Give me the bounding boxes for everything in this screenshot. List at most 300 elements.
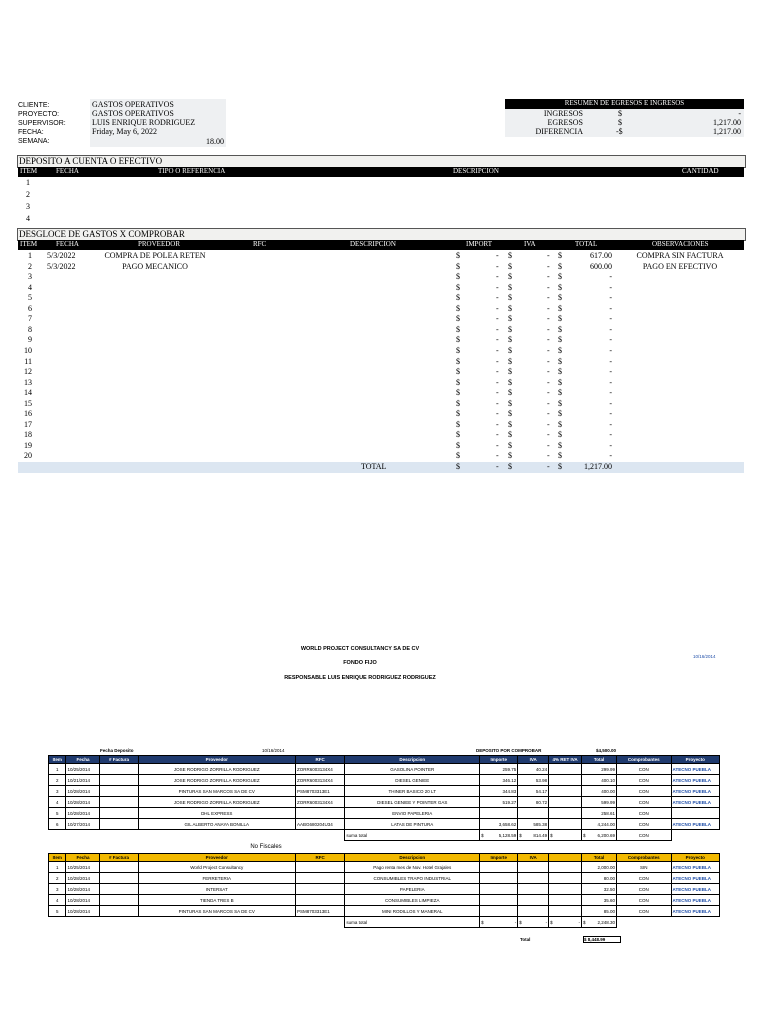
total-cur: $ (558, 314, 562, 324)
total-cur: $ (558, 367, 562, 377)
table-cell (295, 808, 344, 819)
summary-label: DIFERENCIA (535, 127, 583, 136)
table-cell (549, 797, 582, 808)
table-cell: INTERSAT (138, 884, 295, 895)
import-val: - (496, 419, 499, 429)
table-cell: ZORR6003134X4 (295, 797, 344, 808)
table-cell: CON (617, 786, 672, 797)
table-cell: 344.83 (480, 786, 518, 797)
iva-val: - (547, 303, 550, 313)
total-import-val: - (496, 462, 499, 471)
import-cur: $ (456, 261, 460, 271)
column-header: Proyecto (671, 756, 719, 764)
sum-currency: $ (550, 919, 553, 925)
table-cell: 10/25/2014 (66, 764, 100, 775)
fecha-value: Friday, May 6, 2022 (92, 127, 158, 136)
supervisor-value: LUIS ENRIQUE RODRIGUEZ (92, 118, 196, 127)
import-cur: $ (456, 388, 460, 398)
col-tipo-referencia: TIPO O REFERENCIA (158, 167, 226, 175)
table-cell (100, 819, 138, 830)
table-cell: DIESEL GENIEE (345, 775, 480, 786)
table-cell: 10/28/2014 (66, 906, 100, 917)
table-cell (549, 764, 582, 775)
sum-cell (480, 917, 518, 928)
desglose-row (18, 357, 744, 368)
item-cell: 18 (24, 430, 32, 440)
import-cur: $ (456, 324, 460, 334)
sum-value: - (545, 919, 548, 925)
table-row (49, 906, 720, 917)
table-cell: SIN (617, 862, 672, 873)
total-cur: $ (558, 303, 562, 313)
total-val: - (609, 356, 612, 366)
total-total-val: 1,217.00 (584, 462, 612, 471)
iva-val: - (547, 430, 550, 440)
import-val: - (496, 293, 499, 303)
iva-cur: $ (508, 356, 512, 366)
import-val: - (496, 335, 499, 345)
table-row (49, 775, 720, 786)
col-total: TOTAL (575, 240, 598, 248)
iva-cur: $ (508, 377, 512, 387)
fecha-cell: 5/3/2022 (47, 261, 76, 271)
import-val: - (496, 440, 499, 450)
cliente-value: GASTOS OPERATIVOS (92, 100, 174, 109)
import-val: - (496, 261, 499, 271)
table-cell: ATECNO PUEBLA (671, 797, 719, 808)
desglose-row (18, 304, 744, 315)
column-header (549, 854, 582, 862)
no-fiscales-title: No Fiscales (250, 844, 282, 850)
table-cell (549, 895, 582, 906)
item-cell: 20 (24, 451, 32, 461)
item-cell: 6 (28, 303, 32, 313)
sum-currency: $ (519, 832, 522, 838)
total-cur: $ (558, 345, 562, 355)
semana-value: 18.00 (206, 137, 224, 146)
item-cell: 12 (24, 367, 32, 377)
header-labels (18, 101, 88, 146)
table-cell: 80.00 (582, 873, 617, 884)
import-val: - (496, 251, 499, 260)
total-cur: $ (558, 251, 562, 260)
iva-val: - (547, 335, 550, 345)
desglose-row (18, 430, 744, 441)
import-val: - (496, 303, 499, 313)
table-cell: 10/28/2014 (66, 873, 100, 884)
table-cell (480, 808, 518, 819)
table-cell: CONSUMIBLES LIMPIEZA (345, 895, 480, 906)
import-cur: $ (456, 377, 460, 387)
table-cell (549, 884, 582, 895)
table-cell: DIESEL GENIEE Y POINTER GAS (345, 797, 480, 808)
table-cell: ATECNO PUEBLA (671, 895, 719, 906)
total-cur: $ (558, 335, 562, 345)
total-cur: $ (558, 409, 562, 419)
total-cur: $ (558, 293, 562, 303)
table-cell (518, 884, 549, 895)
iva-val: - (547, 440, 550, 450)
table-cell: THINER BASICO 20 LT (345, 786, 480, 797)
table-cell: 53.98 (518, 775, 549, 786)
column-header: RFC (295, 854, 344, 862)
table-cell: 519.27 (480, 797, 518, 808)
table-cell: 400.00 (582, 786, 617, 797)
desglose-row (18, 251, 744, 262)
desglose-row (18, 262, 744, 273)
observaciones-cell: PAGO EN EFECTIVO (642, 261, 718, 271)
table-cell: AABG680204U34 (295, 819, 344, 830)
column-header: Comprobantes (617, 854, 672, 862)
item-cell: 4 (28, 282, 32, 292)
table-cell: 54.17 (518, 786, 549, 797)
sum-value: 5,128.59 (498, 832, 517, 838)
total-cur: $ (558, 419, 562, 429)
label-cliente: CLIENTE: (18, 102, 50, 109)
column-header: Descripcion (345, 756, 480, 764)
table-cell (480, 895, 518, 906)
fecha-deposito-label: Fecha Deposito (100, 748, 134, 753)
total-val: - (609, 282, 612, 292)
iva-cur: $ (508, 345, 512, 355)
non-fiscal-expenses-table (48, 853, 720, 928)
deposito-comprobar-value: $4,500.00 (596, 748, 617, 753)
sum-cell (480, 830, 518, 841)
sum-value: 2,248.30 (597, 919, 616, 925)
table-cell: DHL EXPRESS (138, 808, 295, 819)
label-semana: SEMANA: (18, 138, 50, 145)
column-header: Proveedor (138, 854, 295, 862)
fecha-deposito-value: 10/16/2014 (262, 748, 285, 753)
iva-val: - (547, 377, 550, 387)
item-cell: 5 (28, 293, 32, 303)
summary-row (505, 109, 744, 118)
desglose-row (18, 314, 744, 325)
table-cell (295, 895, 344, 906)
import-val: - (496, 409, 499, 419)
import-cur: $ (456, 367, 460, 377)
item-cell: 11 (24, 356, 32, 366)
col-descripcion: DESCRIPCION (453, 167, 499, 175)
col-proveedor: PROVEEDOR (138, 240, 181, 248)
item-cell: 16 (24, 409, 32, 419)
table-row (49, 786, 720, 797)
embedded-responsable: RESPONSABLE LUIS ENRIQUE RODRIGUEZ RODRIGUEZ (284, 675, 436, 681)
iva-val: - (547, 409, 550, 419)
iva-cur: $ (508, 451, 512, 461)
sum-currency: $ (519, 919, 522, 925)
deposito-comprobar-label: DEPOSITO POR COMPROBAR (476, 748, 542, 753)
column-header: Proveedor (138, 756, 295, 764)
iva-cur: $ (508, 409, 512, 419)
total-val: - (609, 388, 612, 398)
total-cur: $ (558, 388, 562, 398)
total-cur: $ (558, 440, 562, 450)
table-cell: ATECNO PUEBLA (671, 873, 719, 884)
table-cell (100, 862, 138, 873)
total-val: - (609, 293, 612, 303)
import-val: - (496, 272, 499, 282)
sum-cell (518, 917, 549, 928)
import-cur: $ (456, 356, 460, 366)
table-cell: PSM8703313E1 (295, 906, 344, 917)
table-cell: PINTURAS SAN MARCOS SA DE CV (138, 786, 295, 797)
iva-val: - (547, 272, 550, 282)
iva-cur: $ (508, 367, 512, 377)
iva-val: - (547, 345, 550, 355)
total-val: - (609, 430, 612, 440)
total-import-cur: $ (456, 462, 460, 471)
iva-cur: $ (508, 430, 512, 440)
table-cell: 10/28/2014 (66, 884, 100, 895)
table-row (49, 764, 720, 775)
iva-val: - (547, 419, 550, 429)
table-cell: 3 (49, 786, 66, 797)
table-cell: 6 (49, 819, 66, 830)
total-val: 617.00 (590, 251, 612, 260)
table-cell (518, 862, 549, 873)
import-val: - (496, 430, 499, 440)
iva-cur: $ (508, 335, 512, 345)
total-val: - (609, 335, 612, 345)
column-header: Total (582, 756, 617, 764)
table-cell: ATECNO PUEBLA (671, 764, 719, 775)
table-cell: GASOLINA POINTER (345, 764, 480, 775)
table-cell: 1 (49, 862, 66, 873)
table-cell (100, 797, 138, 808)
desglose-row (18, 399, 744, 410)
item-cell: 19 (24, 440, 32, 450)
deposito-item: 1 (26, 178, 30, 187)
desglose-row (18, 283, 744, 294)
label-proyecto: PROYECTO: (18, 111, 60, 118)
import-val: - (496, 377, 499, 387)
sum-cell (518, 830, 549, 841)
sum-cell (549, 830, 582, 841)
table-cell: 400.10 (582, 775, 617, 786)
item-cell: 7 (28, 314, 32, 324)
deposito-title: DEPOSITO A CUENTA O EFECTIVO (17, 155, 746, 168)
embedded-company: WORLD PROJECT CONSULTANCY SA DE CV (300, 646, 420, 652)
total-val: - (609, 440, 612, 450)
grand-total-label: Total (520, 937, 531, 942)
total-val: - (609, 451, 612, 461)
table-cell: 258.61 (582, 808, 617, 819)
iva-cur: $ (508, 398, 512, 408)
deposito-item: 2 (26, 190, 30, 199)
total-val: - (609, 398, 612, 408)
table-cell: 32.50 (582, 884, 617, 895)
summary-label: INGRESOS (543, 109, 583, 118)
table-cell: Pago renta mes de Nov. Hotel Grajales (345, 862, 480, 873)
table-cell (480, 862, 518, 873)
sum-cell (549, 917, 582, 928)
table-cell (480, 906, 518, 917)
column-header: Fecha (66, 854, 100, 862)
import-val: - (496, 314, 499, 324)
total-val: - (609, 409, 612, 419)
proveedor-cell: PAGO MECANICO (122, 261, 188, 271)
column-header: Descripcion (345, 854, 480, 862)
import-cur: $ (456, 314, 460, 324)
desglose-title: DESGLOCE DE GASTOS X COMPROBAR (17, 228, 746, 241)
deposito-header-bar (18, 167, 744, 177)
item-cell: 17 (24, 419, 32, 429)
col-fecha: FECHA (56, 240, 79, 248)
desglose-row (18, 388, 744, 399)
iva-cur: $ (508, 388, 512, 398)
table-cell (295, 884, 344, 895)
col-item: ITEM (20, 240, 38, 248)
iva-val: - (547, 398, 550, 408)
total-total-cur: $ (558, 462, 562, 471)
table-cell: 5 (49, 906, 66, 917)
import-val: - (496, 356, 499, 366)
table-cell (100, 895, 138, 906)
table-cell: PSM8703313E1 (295, 786, 344, 797)
table-cell: CONSUMIBLES TRAPO INDUSTRIAL (345, 873, 480, 884)
table-cell: ENVIO PAPELERIA (345, 808, 480, 819)
table-cell (295, 862, 344, 873)
import-cur: $ (456, 282, 460, 292)
import-cur: $ (456, 409, 460, 419)
total-cur: $ (558, 398, 562, 408)
table-cell: 10/28/2014 (66, 808, 100, 819)
table-cell (671, 808, 719, 819)
table-cell: CON (617, 764, 672, 775)
total-cur: $ (558, 377, 562, 387)
table-cell (549, 819, 582, 830)
table-cell: 1 (49, 764, 66, 775)
table-cell: 85.00 (582, 906, 617, 917)
col-rfc: RFC (253, 240, 267, 248)
summary-label: EGRESOS (547, 118, 583, 127)
table-cell: 80.72 (518, 797, 549, 808)
item-cell: 3 (28, 272, 32, 282)
table-header-row (49, 854, 720, 862)
summary-value: 1,217.00 (713, 127, 741, 136)
table-cell: GIL ALBERTO ANAYA BONILLA (138, 819, 295, 830)
iva-val: - (547, 261, 550, 271)
fiscal-expenses-table (48, 755, 720, 841)
table-cell: CON (617, 775, 672, 786)
import-cur: $ (456, 451, 460, 461)
sum-currency: $ (550, 832, 553, 838)
total-cur: $ (558, 430, 562, 440)
table-cell: 2 (49, 873, 66, 884)
table-cell: LATAS DE PINTURA (345, 819, 480, 830)
table-cell: 299.99 (582, 764, 617, 775)
proveedor-cell: COMPRA DE POLEA RETEN (104, 251, 206, 260)
embedded-date: 10/16/2014 (693, 654, 716, 659)
import-cur: $ (456, 345, 460, 355)
table-cell: CON (617, 873, 672, 884)
total-cur: $ (558, 282, 562, 292)
table-cell: 585.38 (518, 819, 549, 830)
deposito-items (26, 178, 30, 226)
iva-cur: $ (508, 303, 512, 313)
sum-cell (582, 830, 617, 841)
column-header: # Factura (100, 854, 138, 862)
total-val: - (609, 377, 612, 387)
item-cell: 13 (24, 377, 32, 387)
column-header: # Factura (100, 756, 138, 764)
import-val: - (496, 398, 499, 408)
table-cell: CON (617, 906, 672, 917)
table-cell: 10/28/2014 (66, 797, 100, 808)
sum-value: 814.49 (533, 832, 548, 838)
table-cell (549, 775, 582, 786)
table-cell: World Project Consultancy (138, 862, 295, 873)
total-val: - (609, 367, 612, 377)
table-cell: ATECNO PUEBLA (671, 906, 719, 917)
import-val: - (496, 282, 499, 292)
table-cell: 2 (49, 775, 66, 786)
summary-value: 1,217.00 (713, 118, 741, 127)
import-cur: $ (456, 251, 460, 260)
col-descripcion: DESCRIPCION (350, 240, 396, 248)
total-val: - (609, 345, 612, 355)
desglose-row (18, 367, 744, 378)
iva-val: - (547, 367, 550, 377)
iva-cur: $ (508, 272, 512, 282)
import-cur: $ (456, 440, 460, 450)
summary-currency: $ (618, 109, 622, 118)
table-cell: MINI RODILLOS Y MANERAL (345, 906, 480, 917)
import-cur: $ (456, 303, 460, 313)
total-val: - (609, 324, 612, 334)
table-cell (100, 906, 138, 917)
summary-value: - (738, 109, 741, 118)
table-cell: 2,000.00 (582, 862, 617, 873)
iva-cur: $ (508, 293, 512, 303)
table-cell: 10/27/2014 (66, 819, 100, 830)
table-cell: ZORR6003134X4 (295, 775, 344, 786)
sum-row (49, 830, 720, 841)
import-val: - (496, 451, 499, 461)
summary-title: RESUMEN DE EGRESOS E INGRESOS (505, 99, 744, 109)
table-cell: FERRETERIA (138, 873, 295, 884)
table-cell (100, 786, 138, 797)
sum-currency: $ (481, 832, 484, 838)
table-cell: ATECNO PUEBLA (671, 786, 719, 797)
table-cell: CON (617, 819, 672, 830)
desglose-row (18, 272, 744, 283)
column-header: Importe (480, 854, 518, 862)
total-cur: $ (558, 261, 562, 271)
iva-cur: $ (508, 261, 512, 271)
column-header: IVA (518, 756, 549, 764)
table-row (49, 819, 720, 830)
table-cell: ATECNO PUEBLA (671, 862, 719, 873)
iva-cur: $ (508, 314, 512, 324)
total-cur: $ (558, 272, 562, 282)
table-cell: JOSE RODRIGO ZORRILLA RODRIGUEZ (138, 797, 295, 808)
table-cell (549, 786, 582, 797)
col-item: ITEM (20, 167, 38, 175)
table-cell: 10/28/2014 (66, 786, 100, 797)
desglose-row (18, 409, 744, 420)
observaciones-cell: COMPRA SIN FACTURA (636, 251, 724, 260)
table-row (49, 862, 720, 873)
table-cell: 4,244.00 (582, 819, 617, 830)
table-cell: 3,658.62 (480, 819, 518, 830)
col-observaciones: OBSERVACIONES (652, 240, 709, 248)
label-fecha: FECHA: (18, 129, 44, 136)
sum-currency: $ (583, 832, 586, 838)
desglose-row (18, 451, 744, 462)
grand-total-value: $ 8,448.99 (583, 936, 621, 943)
